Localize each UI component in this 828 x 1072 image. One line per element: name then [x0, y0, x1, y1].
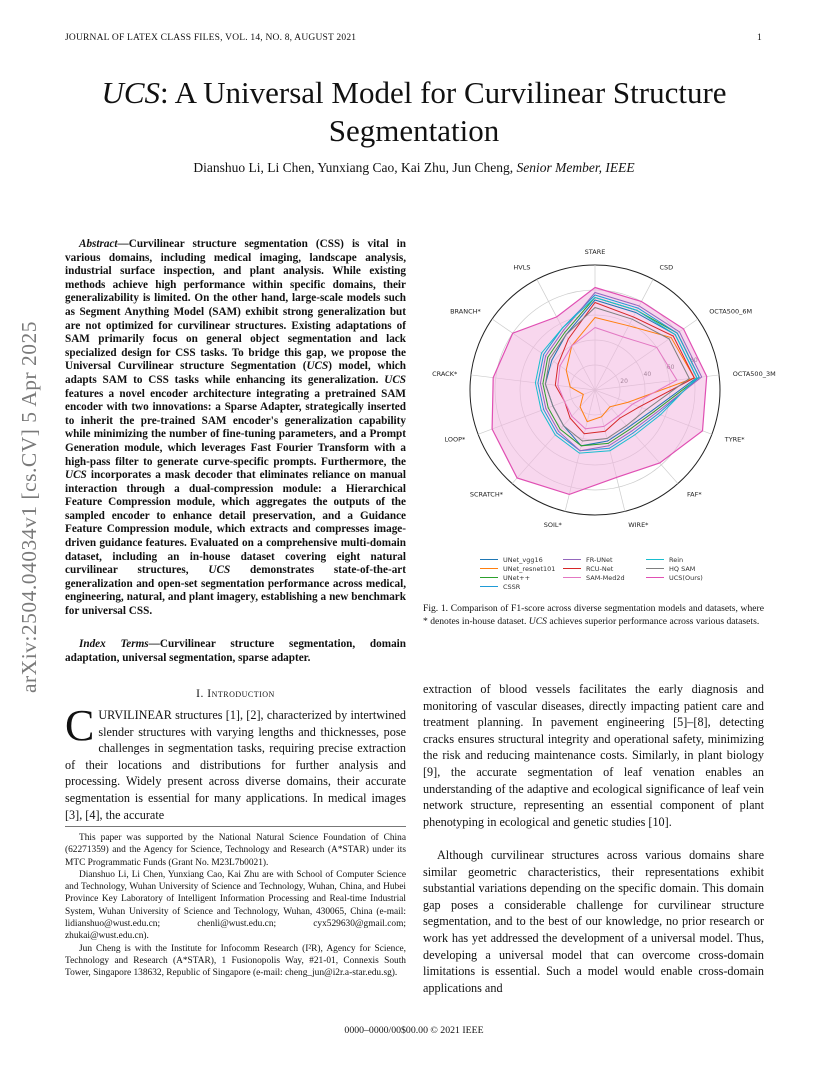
legend-item — [646, 556, 729, 564]
legend-swatch — [480, 559, 498, 560]
legend-label: UCS(Ours) — [669, 573, 703, 582]
section-number: I. — [196, 688, 204, 700]
right-column-text: Although curvilinear structures across various domains share similar geometric characteristics, their representations exhibit substantial variations depending on the specific domain. This domain gap poses a considerable challenge for curvilinear structure segmentation, and to the best of our knowledge, no prior research or work has yet addressed the development of a universal model. Thus, developing a universal model that can overcome cross-domain limitations is essential. Such a model would enable cross-domain applications and — [423, 848, 764, 995]
legend-label: UNet_vgg16 — [503, 555, 543, 564]
legend-label: UNet++ — [503, 573, 531, 582]
axis-label: TYRE* — [724, 435, 745, 444]
intro-paragraph — [65, 701, 406, 823]
abstract-text-3: features a novel encoder architecture integrating a pretrained SAM encoder with two innovations: a Sparse Adapter, strategically inserted to inherit the pre-trained SAM encoder's generalization capability while minimizing the number of fine-tuning parameters, and a Prompt Generation module, which leverages Fast Fourier Transform with a high-pass filter to generate curve-specific prompts. Furthermore, the — [65, 387, 406, 468]
legend-row — [480, 564, 730, 573]
legend-swatch — [563, 568, 581, 569]
chart-legend — [480, 555, 730, 591]
legend-item — [480, 556, 563, 564]
legend-label: Rein — [669, 555, 684, 564]
drop-cap: C — [65, 701, 95, 750]
legend-item — [480, 565, 563, 573]
author-list — [40, 160, 788, 176]
legend-swatch — [646, 559, 664, 560]
caption-text-end: achieves superior performance across various datasets. — [549, 615, 760, 627]
footnote-affiliation-1: Dianshuo Li, Li Chen, Yunxiang Cao, Kai Zhu are with School of Computer Science and Technology, Wuhan University of Science and Technology, Wuhan, China, and Hubei Province Key Laboratory of Intelligent Information Processing and Real-time Industrial System, Wuhan University of Science and Technology, Wuhan, 430065, China (e-mail: lidianshuo@wust.edu.cn; chenli@wust.edu.cn; cyx529630@gmail.com; zhukai@wust.edu.cn). — [65, 869, 406, 942]
legend-label: RCU-Net — [586, 564, 614, 573]
legend-item — [480, 574, 563, 582]
index-terms — [65, 638, 406, 665]
legend-item — [480, 583, 563, 591]
legend-swatch — [563, 577, 581, 578]
legend-row — [480, 573, 730, 582]
legend-row — [480, 582, 730, 591]
legend-swatch — [480, 568, 498, 569]
axis-label: HVLS — [513, 263, 531, 272]
legend-label: FR-UNet — [586, 555, 613, 564]
axis-label: OCTA500_3M — [732, 369, 776, 378]
arxiv-stamp: arXiv:2504.04034v1 [cs.CV] 5 Apr 2025 — [17, 320, 41, 694]
axis-label: LOOP* — [444, 435, 466, 444]
legend-swatch — [563, 559, 581, 560]
abstract-text-1: —Curvilinear structure segmentation (CSS) is vital in various domains, including medical imaging, landscape analysis, industrial surface inspection, and plant analysis. While existing methods achieve high performance within specific domains, their generalizability is limited. On the other hand, large-scale models such as Segment Anything Model (SAM) exhibit strong generalization but are not optimized for curvilinear structures. Existing adaptations of SAM primarily focus on general object segmentation and lack specialized design for CSS tasks. To bridge this gap, we propose the Universal Curvilinear structure Segmentation ( — [65, 238, 406, 373]
axis-label: STARE — [584, 247, 606, 256]
right-column-paragraph-1: extraction of blood vessels facilitates the early diagnosis and monitoring of vascular diseases, directly impacting patient care and treatment planning. In pavement engineering [5]–[8], detecting cracks ensures structural integrity and operational safety, minimizing the risk and reducing maintenance costs. Similarly, in plant biology [9], the accurate segmentation of leaf venation enables an understanding of the adaptive and ecological significance of leaf vein network structure, representing an essential component of plant phenotyping in ecological and genetic studies [10]. — [423, 682, 764, 829]
copyright-footer: 0000–0000/00$00.00 © 2021 IEEE — [344, 1025, 484, 1036]
legend-item — [563, 556, 646, 564]
index-terms-label: Index Terms — [79, 638, 149, 650]
abstract-ucs: UCS — [65, 469, 87, 482]
page-number: 1 — [757, 33, 762, 43]
abstract-label: Abstract — [79, 238, 118, 250]
section-title: Introduction — [207, 688, 275, 700]
legend-label: CSSR — [503, 582, 521, 591]
legend-label: HQ SAM — [669, 564, 696, 573]
footnote-divider — [65, 826, 406, 827]
title-acronym: UCS — [101, 75, 161, 110]
index-terms-text: —Curvilinear structure segmentation, domain adaptation, universal segmentation, sparse adapter. — [65, 638, 406, 664]
axis-label: CRACK* — [432, 369, 458, 378]
author-role: Senior Member, IEEE — [516, 160, 635, 175]
title-line2: Segmentation — [328, 113, 500, 148]
footnote-affiliation-2: Jun Cheng is with the Institute for Infocomm Research (I²R), Agency for Science, Technology and Research (A*STAR), 1 Fusionopolis Way, #21-01, Connexis South Tower, Singapore 138632, Republic of Singapore (e-mail: cheng_jun@i2r.a-star.edu.sg). — [65, 943, 406, 979]
title-line1: : A Universal Model for Curvilinear Structure — [160, 75, 727, 110]
caption-text: Fig. 1. Comparison of F1-score across diverse segmentation models and datasets, where * denotes in-house dataset. — [423, 603, 764, 627]
legend-swatch — [480, 577, 498, 578]
radar-chart — [423, 240, 776, 590]
abstract-ucs: UCS — [306, 360, 329, 373]
legend-swatch — [480, 586, 498, 587]
legend-item — [646, 565, 729, 573]
legend-item — [563, 565, 646, 573]
abstract-ucs: UCS — [384, 373, 406, 386]
footnote-funding: This paper was supported by the National Natural Science Foundation of China (62271359) and the Agency for Science, Technology and Research (A*STAR) under its MTC Programmatic Funds (Grant No. M23L7b0021). — [65, 833, 406, 868]
axis-label: FAF* — [687, 490, 702, 499]
legend-item — [646, 574, 729, 582]
legend-swatch — [646, 568, 664, 569]
paper-title — [40, 74, 788, 150]
axis-label: BRANCH* — [450, 307, 481, 316]
intro-text: URVILINEAR structures [1], [2], characterized by intertwined slender structures with varying lengths and thicknesses, pose challenges in segmentation tasks, requiring precise extraction of their locations and distributions for further analysis and processing. Widely present across diverse domains, their accurate segmentation is essential for many applications. In medical images [3], [4], the accurate — [65, 708, 406, 822]
legend-swatch — [646, 577, 664, 578]
author-names: Dianshuo Li, Li Chen, Yunxiang Cao, Kai Zhu, Jun Cheng, — [193, 160, 514, 175]
abstract-text-5: demonstrates state-of-the-art generalization and open-set segmentation performance across medical, engineering, natural, and plant imagery, establishing a new benchmark for universal CSS. — [65, 564, 406, 618]
axis-label: OCTA500_6M — [709, 307, 753, 316]
legend-label: SAM-Med2d — [586, 573, 625, 582]
caption-ucs: UCS — [528, 615, 547, 627]
running-header: JOURNAL OF LATEX CLASS FILES, VOL. 14, NO. 8, AUGUST 2021 — [65, 33, 357, 43]
figure-caption — [423, 603, 764, 628]
axis-label: WIRE* — [628, 521, 649, 530]
axis-label: CSD — [659, 263, 674, 272]
abstract-text-2: ) model, which adapts SAM to CSS tasks while enhancing its generalization. — [65, 360, 406, 386]
abstract-ucs: UCS — [208, 564, 231, 577]
legend-item — [563, 574, 646, 582]
legend-row — [480, 555, 730, 564]
abstract — [65, 238, 406, 619]
right-column-paragraph-2 — [423, 847, 764, 996]
abstract-text-4: incorporates a mask decoder that eliminates reliance on manual interaction through a dual-compression module: a Hierarchical Feature Compression module, which aggregates the outputs of the sampled encoder to enhance detail preservation, and a Guidance Feature Compression module, which extracts and compresses image-driven guidance features. Evaluated on a comprehensive multi-domain dataset, including an in-house dataset covering eight natural curvilinear structures, — [65, 469, 406, 577]
axis-label: SOIL* — [543, 521, 562, 530]
section-heading — [65, 688, 406, 700]
legend-label: UNet_resnet101 — [503, 564, 556, 573]
footnotes — [65, 832, 406, 980]
axis-label: SCRATCH* — [469, 490, 503, 499]
